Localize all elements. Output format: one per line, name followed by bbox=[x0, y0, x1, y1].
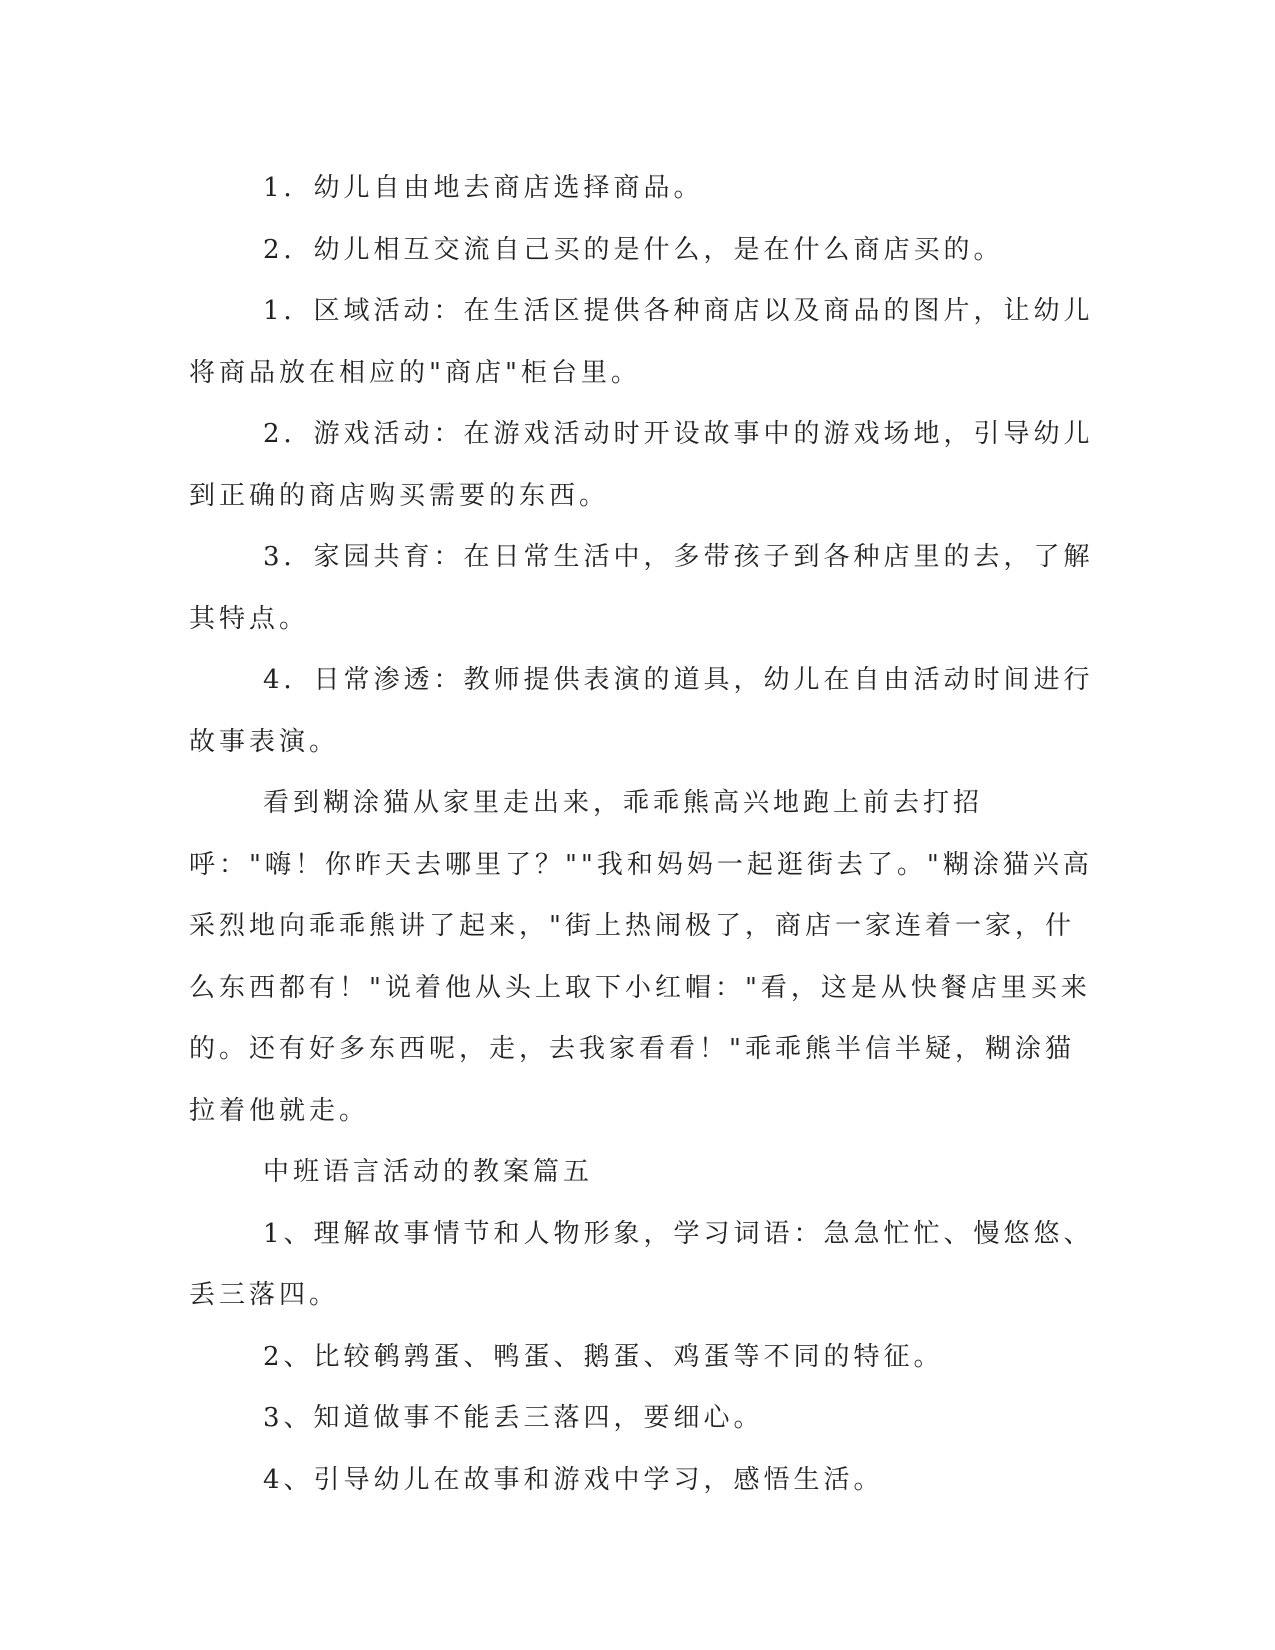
document-body bbox=[189, 158, 1094, 1511]
paragraph-extension-area-activity: 1．区域活动：在生活区提供各种商店以及商品的图片，让幼儿将商品放在相应的"商店"柜台里。 bbox=[189, 296, 1094, 388]
paragraph-goal-3: 3、知道做事不能丢三落四，要细心。 bbox=[263, 1403, 764, 1433]
paragraph-activity-step-1: 1．幼儿自由地去商店选择商品。 bbox=[263, 173, 704, 203]
paragraph-extension-game-activity: 2．游戏活动：在游戏活动时开设故事中的游戏场地，引导幼儿到正确的商店购买需要的东西。 bbox=[189, 419, 1094, 511]
paragraph-goal-4: 4、引导幼儿在故事和游戏中学习，感悟生活。 bbox=[263, 1464, 884, 1495]
paragraph-extension-daily-practice: 4．日常渗透：教师提供表演的道具，幼儿在自由活动时间进行故事表演。 bbox=[189, 665, 1094, 757]
paragraph-extension-home-school: 3．家园共育：在日常生活中，多带孩子到各种店里的去，了解其特点。 bbox=[189, 542, 1094, 634]
paragraph-activity-step-2: 2．幼儿相互交流自己买的是什么，是在什么商店买的。 bbox=[263, 234, 1004, 265]
paragraph-story-text: 看到糊涂猫从家里走出来，乖乖熊高兴地跑上前去打招呼："嗨！你昨天去哪里了？""我和妈妈一起逛街去了。"糊涂猫兴高采烈地向乖乖熊讲了起来，"街上热闹极了，商店一家连着一家，什么东西都有！"说着他从头上取下小红帽："看，这是从快餐店里买来的。还有好多东西呢，走，去我家看看！"乖乖熊半信半疑，糊涂猫拉着他就走。 bbox=[189, 788, 1093, 1126]
paragraph-goal-1: 1、理解故事情节和人物形象，学习词语：急急忙忙、慢悠悠、丢三落四。 bbox=[189, 1218, 1094, 1310]
section-heading: 中班语言活动的教案篇五 bbox=[263, 1157, 594, 1187]
paragraph-goal-2: 2、比较鹌鹑蛋、鸭蛋、鹅蛋、鸡蛋等不同的特征。 bbox=[263, 1341, 944, 1372]
